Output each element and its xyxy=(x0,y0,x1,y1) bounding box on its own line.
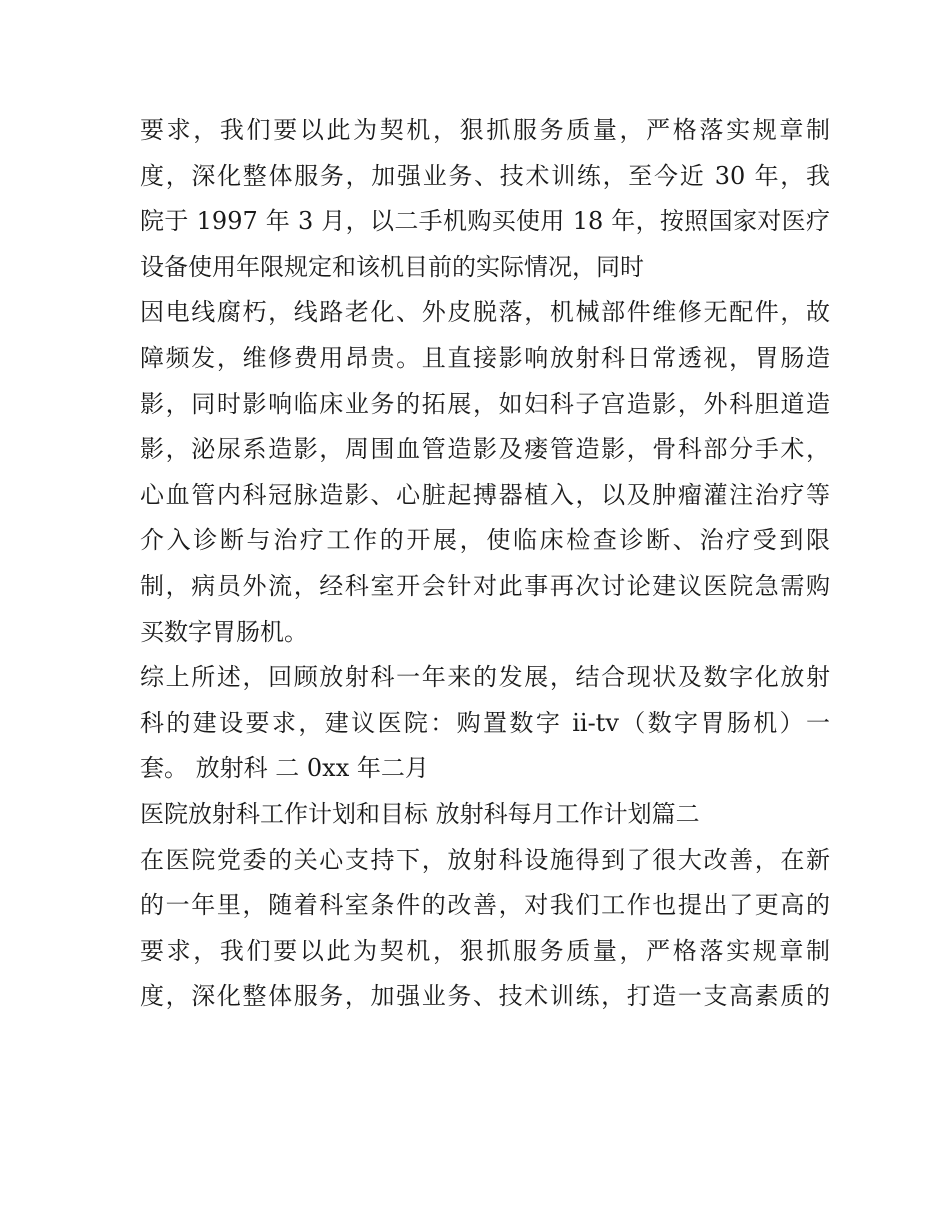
text-line: 套。 放射科 二 0xx 年二月 xyxy=(140,754,429,783)
text-line: 买数字胃肠机。 xyxy=(140,617,308,646)
text-line: 因电线腐朽，线路老化、外皮脱落，机械部件维修无配件，故 xyxy=(140,298,830,327)
text-line: 影，泌尿系造影，周围血管造影及瘘管造影，骨科部分手术， xyxy=(140,435,830,464)
text-line: 介入诊断与治疗工作的开展，使临床检查诊断、治疗受到限 xyxy=(140,526,830,555)
text-line: 在医院党委的关心支持下，放射科设施得到了很大改善，在新 xyxy=(140,845,830,874)
text-line: 要求，我们要以此为契机，狠抓服务质量，严格落实规章制 xyxy=(140,936,830,965)
text-line: 科的建设要求，建议医院：购置数字 ii-tv（数字胃肠机）一 xyxy=(140,708,830,737)
text-line: 心血管内科冠脉造影、心脏起搏器植入，以及肿瘤灌注治疗等 xyxy=(140,480,830,509)
text-line: 设备使用年限规定和该机目前的实际情况，同时 xyxy=(140,252,644,281)
section-heading: 医院放射科工作计划和目标 放射科每月工作计划篇二 xyxy=(140,799,700,828)
text-line: 度，深化整体服务，加强业务、技术训练，至今近 30 年，我 xyxy=(140,161,830,190)
text-line: 障频发，维修费用昂贵。且直接影响放射科日常透视，胃肠造 xyxy=(140,343,830,372)
text-line: 要求，我们要以此为契机，狠抓服务质量，严格落实规章制 xyxy=(140,116,830,144)
text-line: 院于 1997 年 3 月，以二手机购买使用 18 年，按照国家对医疗 xyxy=(140,207,830,236)
text-line: 综上所述，回顾放射科一年来的发展，结合现状及数字化放射 xyxy=(140,663,830,692)
text-line: 制，病员外流，经科室开会针对此事再次讨论建议医院急需购 xyxy=(140,571,830,600)
text-line: 度，深化整体服务，加强业务、技术训练，打造一支高素质的 xyxy=(140,982,830,1011)
text-line: 影，同时影响临床业务的拓展，如妇科子宫造影，外科胆道造 xyxy=(140,389,830,418)
body-text xyxy=(140,108,830,1020)
text-line: 的一年里，随着科室条件的改善，对我们工作也提出了更高的 xyxy=(140,891,830,920)
